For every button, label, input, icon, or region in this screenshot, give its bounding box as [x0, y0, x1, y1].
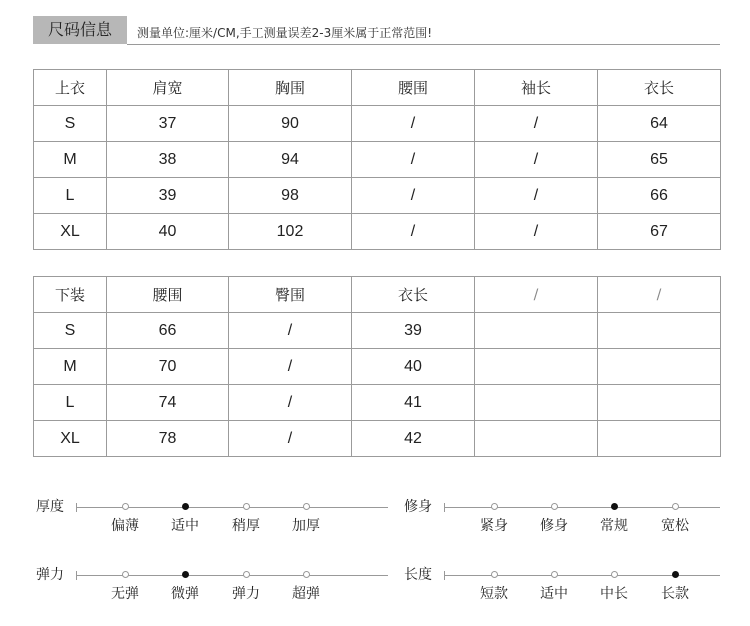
scale-dot: [491, 503, 498, 510]
col-header-top: 上衣: [34, 70, 107, 106]
scale-option-label: 稍厚: [232, 518, 260, 534]
table-row: [34, 385, 721, 421]
size-cell: M: [34, 349, 107, 385]
table-cell: /: [352, 106, 475, 142]
scale-option-label: 微弹: [171, 586, 199, 602]
table-cell: 38: [107, 142, 229, 178]
table-row: [34, 421, 721, 457]
table-cell: [598, 349, 721, 385]
thickness-label: 厚度: [36, 499, 64, 515]
table-cell: /: [229, 349, 352, 385]
table-row: [34, 313, 721, 349]
top-size-table: [33, 69, 721, 250]
scale-dot: [182, 503, 189, 510]
table-cell: /: [352, 142, 475, 178]
table-cell: 66: [598, 178, 721, 214]
table-cell: /: [475, 106, 598, 142]
table-cell: 40: [107, 214, 229, 250]
scale-option-label: 无弹: [111, 586, 139, 602]
col-header-waist: 腰围: [107, 277, 229, 313]
table-cell: 70: [107, 349, 229, 385]
table-row: [34, 349, 721, 385]
table-cell: 41: [352, 385, 475, 421]
table-row: [34, 214, 721, 250]
scale-dot: [551, 503, 558, 510]
table-cell: 90: [229, 106, 352, 142]
size-cell: S: [34, 313, 107, 349]
table-cell: [475, 349, 598, 385]
col-header-sleeve: 袖长: [475, 70, 598, 106]
col-header-bottoms: 下装: [34, 277, 107, 313]
table-cell: /: [229, 313, 352, 349]
length-scale: [404, 566, 724, 626]
table-cell: /: [475, 178, 598, 214]
table-cell: /: [229, 421, 352, 457]
table-cell: 74: [107, 385, 229, 421]
col-header-length: 衣长: [352, 277, 475, 313]
table-header-row: [34, 277, 721, 313]
table-cell: [475, 421, 598, 457]
scale-option-label: 超弹: [292, 586, 320, 602]
col-header-empty: /: [598, 277, 721, 313]
scale-tick: [444, 503, 445, 512]
size-info-header: [33, 16, 720, 46]
col-header-shoulder: 肩宽: [107, 70, 229, 106]
size-cell: XL: [34, 421, 107, 457]
scale-tick: [444, 571, 445, 580]
table-cell: 102: [229, 214, 352, 250]
size-cell: L: [34, 385, 107, 421]
scale-tick: [76, 571, 77, 580]
scale-dot: [491, 571, 498, 578]
size-info-title: 尺码信息: [33, 16, 127, 44]
table-row: [34, 106, 721, 142]
scale-option-label: 适中: [540, 586, 568, 602]
scale-option-label: 宽松: [661, 518, 689, 534]
table-cell: 37: [107, 106, 229, 142]
header-divider: [127, 44, 720, 45]
length-label: 长度: [404, 567, 432, 583]
table-cell: 42: [352, 421, 475, 457]
scale-option-label: 加厚: [292, 518, 320, 534]
table-cell: 67: [598, 214, 721, 250]
scale-option-label: 常规: [600, 518, 628, 534]
scale-option-label: 中长: [600, 586, 628, 602]
table-header-row: [34, 70, 721, 106]
scale-dot: [551, 571, 558, 578]
fit-scale: [404, 498, 724, 558]
scale-dot: [243, 571, 250, 578]
table-row: [34, 178, 721, 214]
measurement-note: 测量单位:厘米/CM,手工测量误差2-3厘米属于正常范围!: [137, 26, 433, 40]
table-cell: 39: [352, 313, 475, 349]
table-cell: 39: [107, 178, 229, 214]
col-header-empty: /: [475, 277, 598, 313]
scale-option-label: 偏薄: [111, 518, 139, 534]
scale-dot: [303, 571, 310, 578]
col-header-length: 衣长: [598, 70, 721, 106]
size-cell: L: [34, 178, 107, 214]
scale-dot: [122, 571, 129, 578]
scale-option-label: 短款: [480, 586, 508, 602]
scale-option-label: 长款: [661, 586, 689, 602]
table-cell: 65: [598, 142, 721, 178]
table-cell: /: [475, 214, 598, 250]
scale-dot: [672, 571, 679, 578]
bottom-size-table: [33, 276, 721, 457]
table-cell: 94: [229, 142, 352, 178]
thickness-scale: [36, 498, 356, 558]
scale-option-label: 修身: [540, 518, 568, 534]
table-cell: /: [475, 142, 598, 178]
scale-dot: [122, 503, 129, 510]
scale-tick: [76, 503, 77, 512]
scale-option-label: 紧身: [480, 518, 508, 534]
table-cell: 66: [107, 313, 229, 349]
col-header-hip: 臀围: [229, 277, 352, 313]
table-cell: /: [352, 214, 475, 250]
table-cell: 40: [352, 349, 475, 385]
table-cell: [475, 313, 598, 349]
table-cell: /: [352, 178, 475, 214]
table-cell: /: [229, 385, 352, 421]
size-cell: S: [34, 106, 107, 142]
table-cell: [598, 385, 721, 421]
col-header-chest: 胸围: [229, 70, 352, 106]
scale-dot: [303, 503, 310, 510]
size-cell: XL: [34, 214, 107, 250]
table-cell: [475, 385, 598, 421]
scale-option-label: 弹力: [232, 586, 260, 602]
table-cell: 98: [229, 178, 352, 214]
scale-dot: [243, 503, 250, 510]
table-cell: [598, 421, 721, 457]
table-cell: 64: [598, 106, 721, 142]
elasticity-label: 弹力: [36, 567, 64, 583]
scale-dot: [611, 571, 618, 578]
table-cell: 78: [107, 421, 229, 457]
table-cell: [598, 313, 721, 349]
size-cell: M: [34, 142, 107, 178]
elasticity-scale: [36, 566, 356, 626]
scale-dot: [672, 503, 679, 510]
table-row: [34, 142, 721, 178]
scale-option-label: 适中: [171, 518, 199, 534]
fit-label: 修身: [404, 499, 432, 515]
col-header-waist: 腰围: [352, 70, 475, 106]
scale-dot: [611, 503, 618, 510]
scale-dot: [182, 571, 189, 578]
